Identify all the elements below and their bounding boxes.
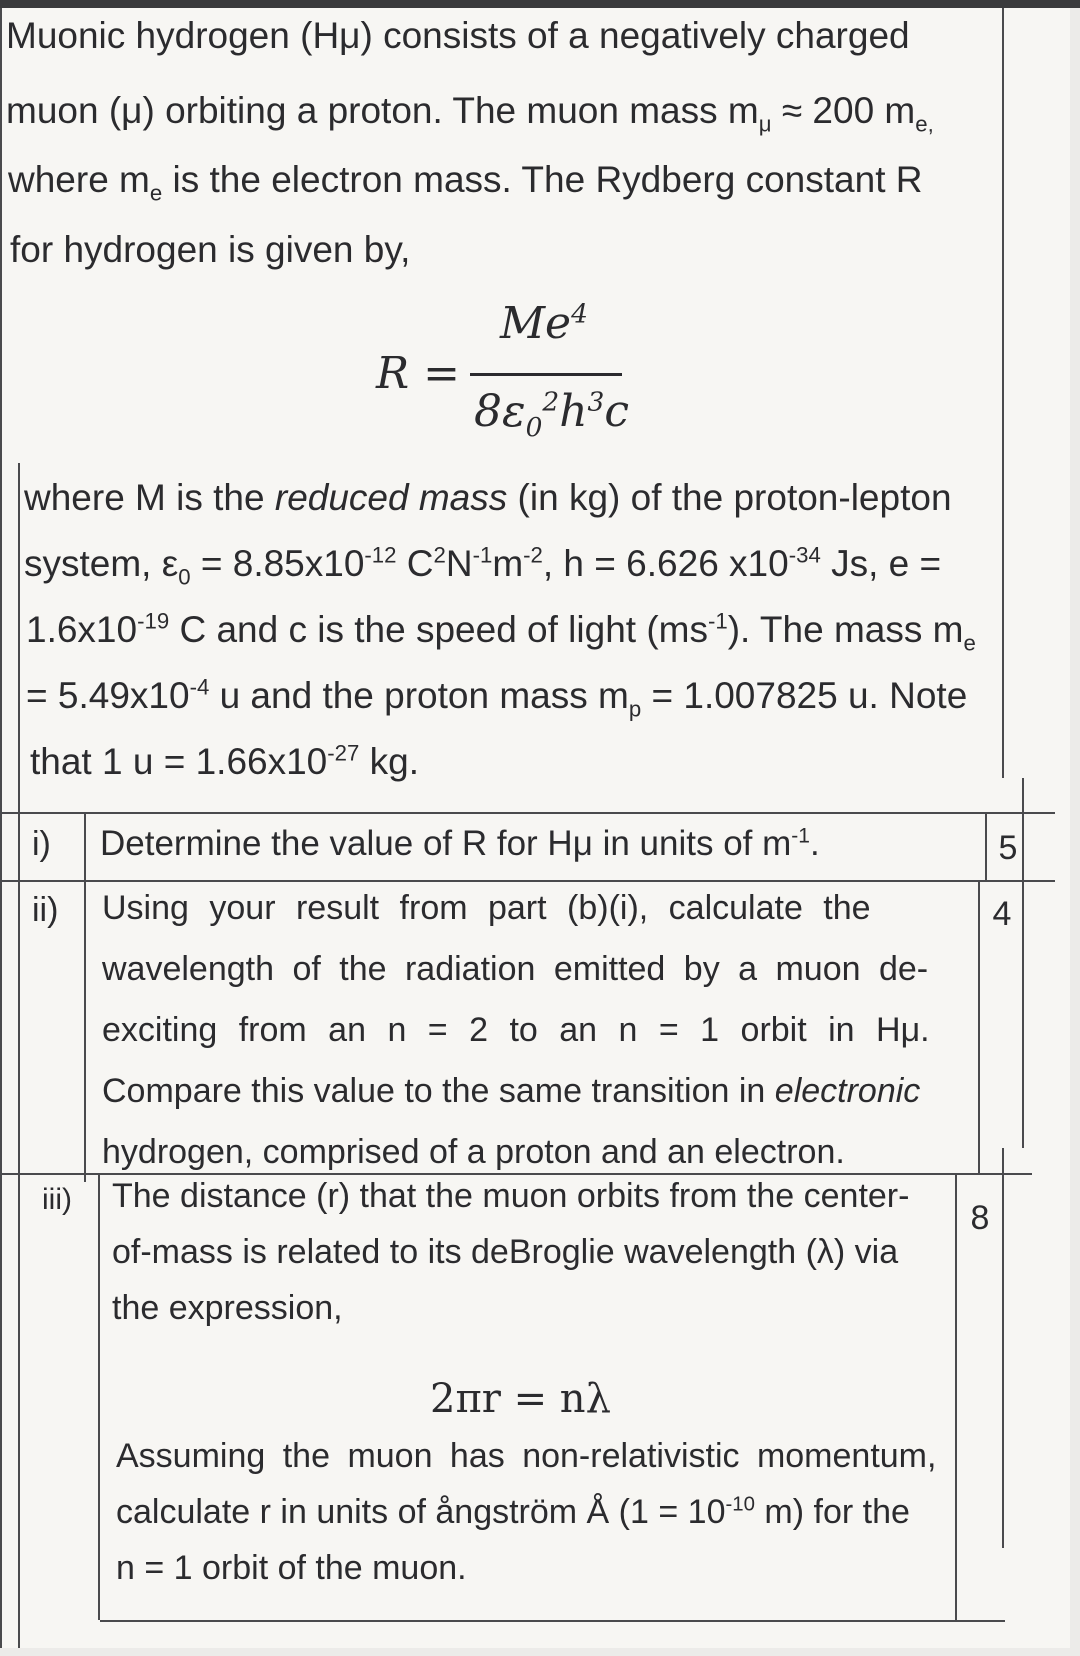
inner-left-rule xyxy=(18,463,20,1648)
marks-iii: 8 xyxy=(970,1199,990,1237)
debroglie-equation: 2πr = nλ xyxy=(430,1376,611,1422)
question-ii-line-4: Compare this value to the same transition in electronic xyxy=(102,1072,921,1110)
question-iii-line-2: of-mass is related to its deBroglie wavelength (λ) via xyxy=(112,1233,899,1271)
intro-line-4: for hydrogen is given by, xyxy=(10,229,411,270)
monitor-top-edge xyxy=(0,0,1080,8)
question-iii-line-1: The distance (r) that the muon orbits from the center- xyxy=(112,1177,910,1215)
desc-line-2: system, $\varepsilon_0 = 8.85x10^{-12}$ $C^2N^{-1}m^{-2}$, h = 6.626 $x10^{-34}$ Js, e = xyxy=(24,542,942,590)
marks-ii: 4 xyxy=(992,895,1012,933)
question-text-iii xyxy=(112,1168,942,1336)
marks-column-rule-3 xyxy=(955,1173,957,1620)
fraction-bar xyxy=(470,373,622,376)
marks-column-rule-2 xyxy=(978,880,980,1173)
right-border-intro xyxy=(1002,8,1004,778)
intro-line-1: Muonic hydrogen (Hμ) consists of a negatively charged xyxy=(6,15,910,56)
row-divider-1 xyxy=(0,812,1055,814)
question-text-i: Determine the value of R for Hμ in units of $m^{-1}$. xyxy=(100,824,820,863)
question-iii-line-3: the expression, xyxy=(112,1289,343,1327)
right-border-part3 xyxy=(1002,1148,1004,1548)
number-column-rule-1 xyxy=(84,812,86,1182)
number-column-rule-2 xyxy=(98,1173,100,1620)
question-text-iii-cont xyxy=(116,1428,946,1596)
question-number-ii: ii) xyxy=(32,891,59,929)
exam-question-sheet xyxy=(0,8,1070,1648)
left-border xyxy=(0,8,2,1648)
question-iii-line-4: Assuming the muon has non-relativistic momentum, xyxy=(116,1437,937,1475)
desc-line-5: that 1 $u = 1.66x10^{-27}$ kg. xyxy=(30,740,419,782)
desc-line-1: where M is the reduced mass (in kg) of the proton-lepton xyxy=(24,477,952,518)
row-divider-4 xyxy=(100,1620,1005,1622)
question-number-i: i) xyxy=(32,825,51,863)
question-text-ii xyxy=(102,878,962,1183)
formula-lhs: R = xyxy=(376,348,460,399)
marks-column-rule-1 xyxy=(985,812,987,880)
intro-line-2: muon (μ) orbiting a proton. The muon mass $m_\mu \approx 200$ $m_{e,}$ xyxy=(6,90,934,137)
question-ii-line-3: exciting from an n = 2 to an n = 1 orbit in Hμ. xyxy=(102,1011,930,1049)
formula-numerator: Me$^4$ xyxy=(500,298,588,349)
question-ii-line-5: hydrogen, comprised of a proton and an electron. xyxy=(102,1133,845,1171)
question-ii-line-2: wavelength of the radiation emitted by a muon de- xyxy=(102,950,929,988)
marks-i: 5 xyxy=(998,829,1018,867)
desc-line-4: = $5.49x10^{-4}$ u and the proton mass $m_p = 1.007825$ u. Note xyxy=(26,674,968,722)
desc-line-3: $1.6x10^{-19}$ C and c is the speed of light $(ms^{-1})$. The mass $m_e$ xyxy=(26,608,976,656)
intro-line-3: where $m_e$ is the electron mass. The Rydberg constant R xyxy=(8,159,923,206)
question-ii-line-1: Using your result from part (b)(i), calculate the xyxy=(102,889,871,927)
question-iii-line-5: calculate r in units of ångström Å ($1 = 10^{-10}$ m) for the xyxy=(116,1493,910,1531)
question-number-iii: iii) xyxy=(42,1183,72,1216)
formula-denominator: $8\varepsilon_0^2h^3c$ xyxy=(474,386,629,443)
question-iii-line-6: n = 1 orbit of the muon. xyxy=(116,1549,467,1587)
